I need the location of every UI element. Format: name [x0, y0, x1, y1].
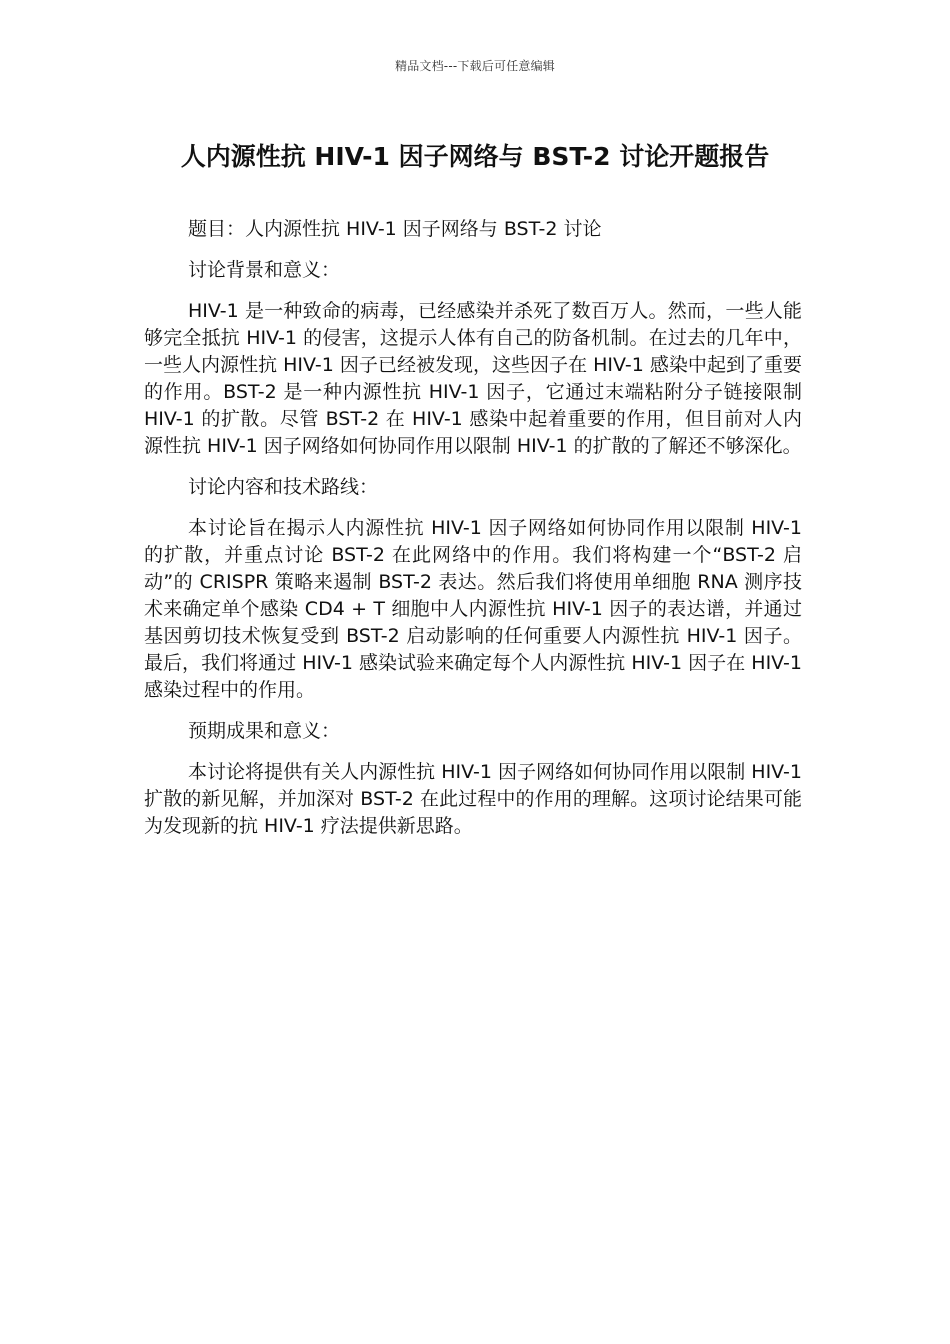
document-body	[144, 216, 802, 854]
topic-line: 题目：人内源性抗 HIV-1 因子网络与 BST-2 讨论	[188, 218, 602, 240]
header-note: 精品文档---下载后可任意编辑	[395, 59, 555, 73]
document-title: 人内源性抗 HIV-1 因子网络与 BST-2 讨论开题报告	[180, 142, 770, 171]
background-paragraph: HIV-1 是一种致命的病毒，已经感染并杀死了数百万人。然而，一些人能够完全抵抗 HIV-1 的侵害，这提示人体有自己的防备机制。在过去的几年中，一些人内源性抗 HIV-1 因子已经被发现，这些因子在 HIV-1 感染中起到了重要的作用。BST-2 是一种内源性抗 HIV-1 因子，它通过末端粘附分子链接限制 HIV-1 的扩散。尽管 BST-2 在 HIV-1 感染中起着重要的作用，但目前对人内源性抗 HIV-1 因子网络如何协同作用以限制 HIV-1 的扩散的了解还不够深化。	[144, 300, 802, 457]
outcome-heading: 预期成果和意义：	[188, 720, 341, 742]
methods-heading: 讨论内容和技术路线：	[188, 476, 379, 498]
background-heading: 讨论背景和意义：	[188, 259, 341, 281]
methods-paragraph: 本讨论旨在揭示人内源性抗 HIV-1 因子网络如何协同作用以限制 HIV-1 的扩散，并重点讨论 BST-2 在此网络中的作用。我们将构建一个“BST-2 启动”的 CRISPR 策略来遏制 BST-2 表达。然后我们将使用单细胞 RNA 测序技术来确定单个感染 CD4 + T 细胞中人内源性抗 HIV-1 因子的表达谱，并通过基因剪切技术恢复受到 BST-2 启动影响的任何重要人内源性抗 HIV-1 因子。最后，我们将通过 HIV-1 感染试验来确定每个人内源性抗 HIV-1 因子在 HIV-1 感染过程中的作用。	[144, 517, 802, 701]
outcome-paragraph: 本讨论将提供有关人内源性抗 HIV-1 因子网络如何协同作用以限制 HIV-1 扩散的新见解，并加深对 BST-2 在此过程中的作用的理解。这项讨论结果可能为发现新的抗 HIV-1 疗法提供新思路。	[144, 761, 802, 837]
